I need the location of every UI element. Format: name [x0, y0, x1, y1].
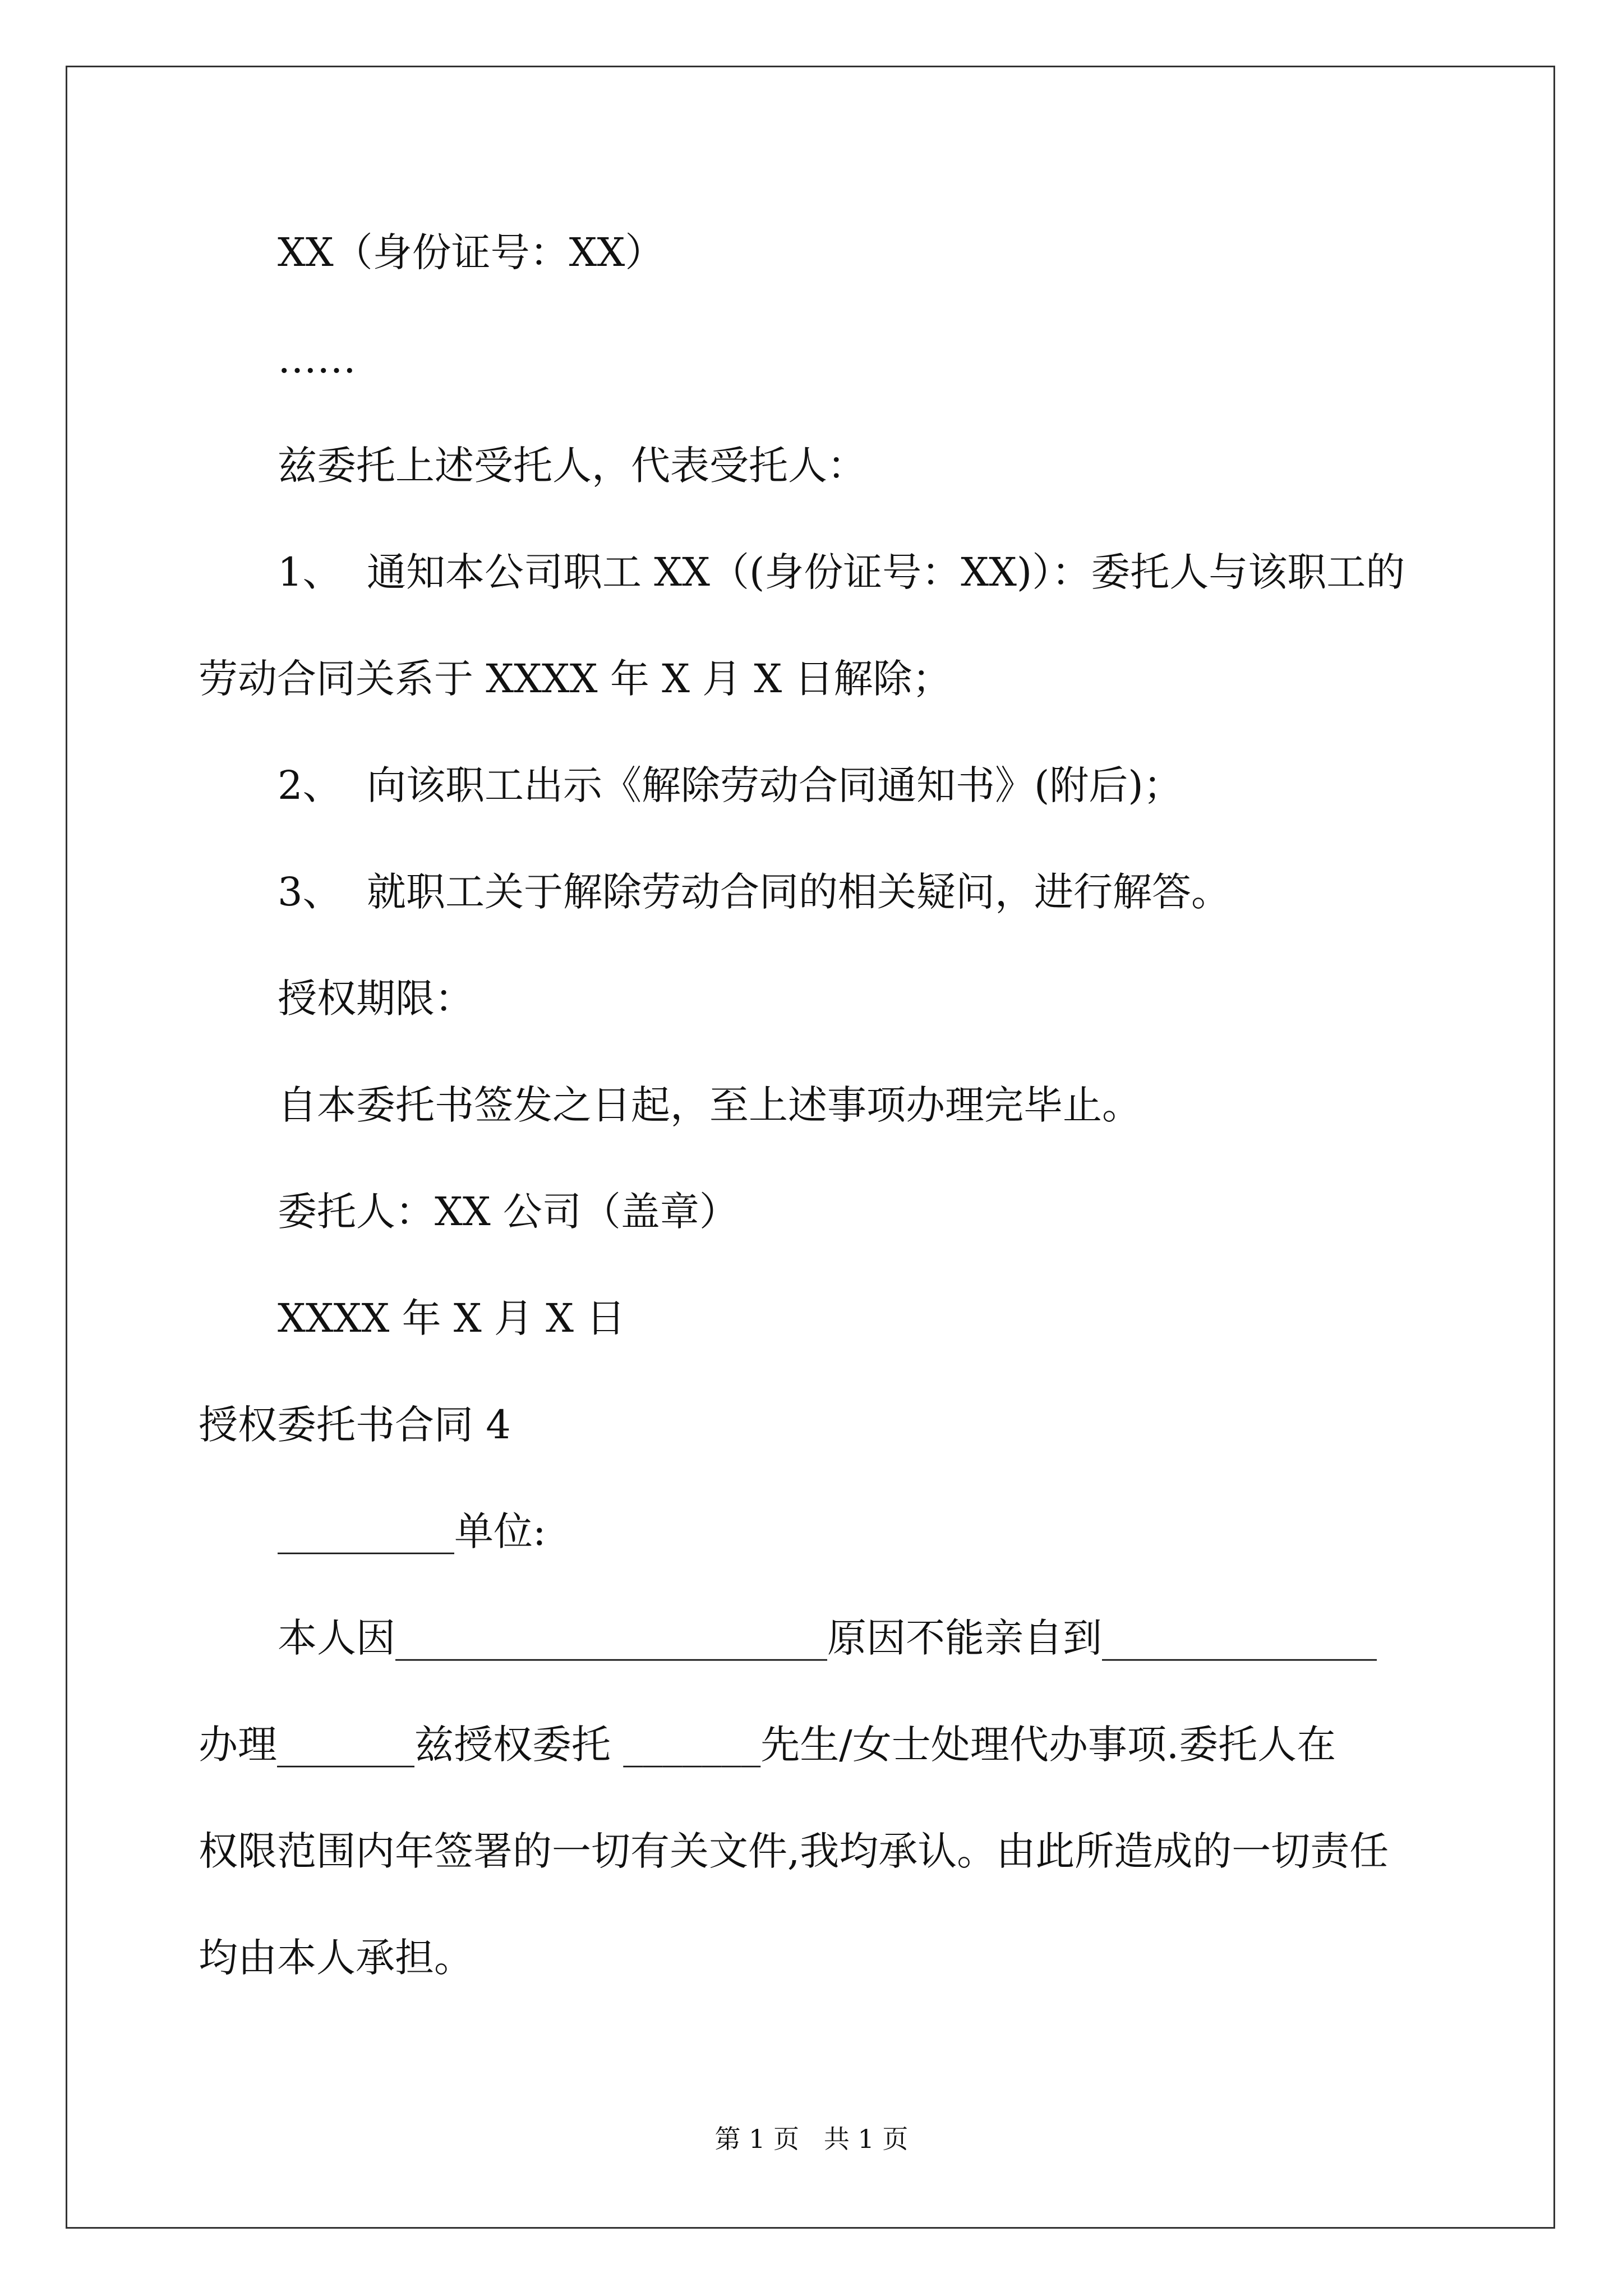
page-border: [66, 66, 1555, 2229]
text-line-item-1: 1、 通知本公司职工 XX（(身份证号：XX)）：委托人与该职工的: [278, 549, 1405, 595]
text-line-entrust-intro: 兹委托上述受托人，代表受托人：: [278, 443, 866, 489]
text-line-unit: _________单位:: [278, 1508, 546, 1554]
text-line-authorize: 办理_______兹授权委托 _______先生/女士处理代办事项.委托人在: [199, 1722, 1336, 1768]
text-line-term-heading: 授权期限：: [278, 976, 474, 1022]
text-line-item-1-cont: 劳动合同关系于 XXXX 年 X 月 X 日解除；: [199, 656, 952, 702]
section-title: 授权委托书合同 4: [199, 1402, 511, 1448]
text-line-ellipsis: ……: [278, 336, 356, 382]
text-line-item-3: 3、 就职工关于解除劳动合同的相关疑问，进行解答。: [278, 869, 1231, 915]
text-line-item-2: 2、 向该职工出示《解除劳动合同通知书》(附后)；: [278, 762, 1183, 808]
text-line-term-body: 自本委托书签发之日起，至上述事项办理完毕止。: [278, 1082, 1141, 1128]
text-line-principal: 委托人：XX 公司（盖章）: [278, 1189, 739, 1235]
text-line-responsibility: 均由本人承担。: [199, 1935, 473, 1981]
text-line-scope: 权限范围内年签署的一切有关文件,我均承认。由此所造成的一切责任: [199, 1828, 1389, 1874]
text-line-reason: 本人因______________________原因不能亲自到______________: [278, 1615, 1377, 1661]
text-line-id-number: XX（身份证号：XX）: [278, 229, 665, 275]
page-footer: 第 1 页 共 1 页: [714, 2124, 909, 2154]
text-line-date: XXXX 年 X 月 X 日: [278, 1295, 626, 1341]
